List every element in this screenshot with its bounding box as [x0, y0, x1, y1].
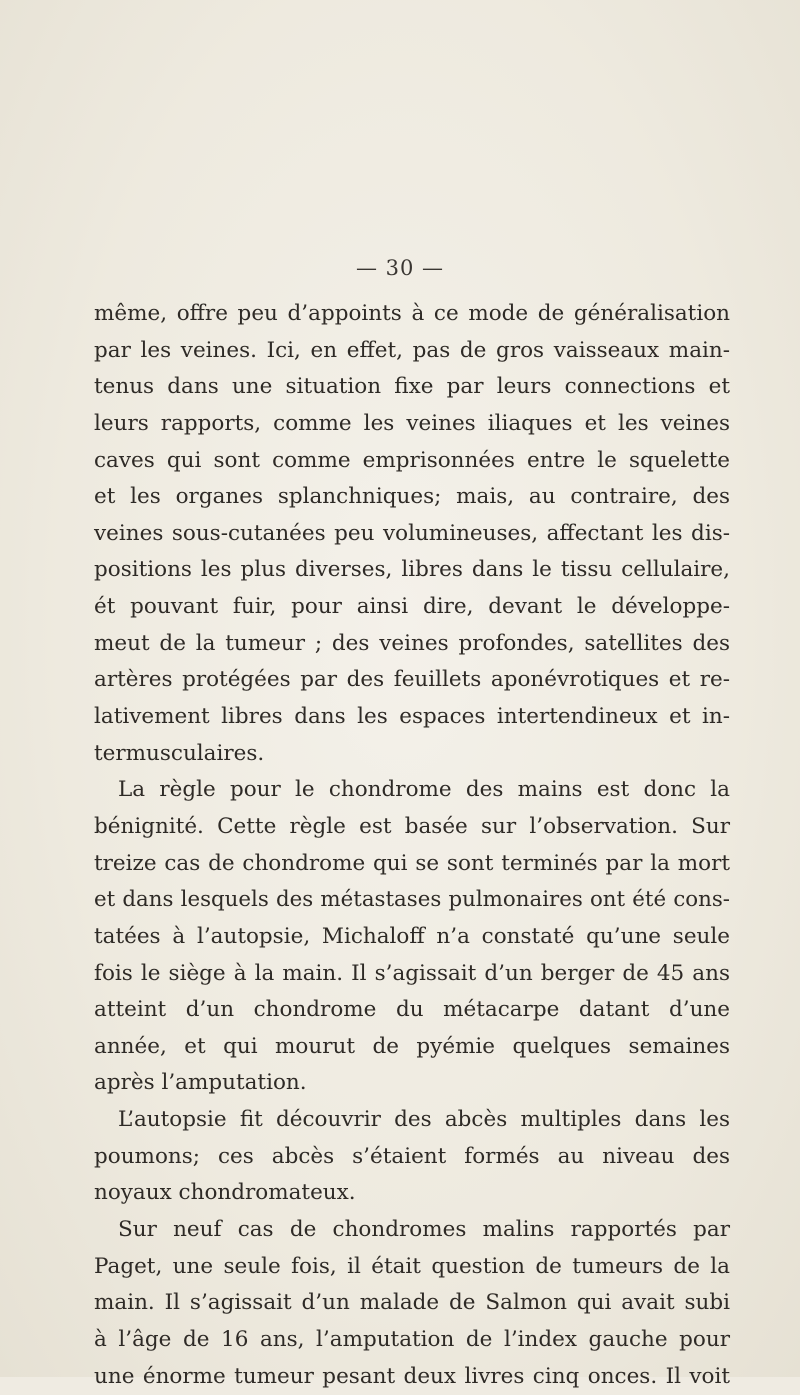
text-line: à l’âge de 16 ans, l’amputation de l’index gauche pour	[94, 1326, 730, 1352]
text-line: et dans lesquels des métastases pulmonaires ont été cons-	[94, 887, 730, 913]
text-line: après l’amputation.	[94, 1070, 307, 1096]
text-line: Paget, une seule fois, il était question de tumeurs de la	[94, 1253, 730, 1279]
text-line: termusculaires.	[94, 740, 265, 766]
text-line: lativement libres dans les espaces intertendineux et in-	[94, 704, 730, 730]
text-line: artères protégées par des feuillets aponévrotiques et re-	[94, 667, 730, 693]
text-line: meut de la tumeur ; des veines profondes, satellites des	[94, 630, 730, 656]
text-line: poumons; ces abcès s’étaient formés au niveau des	[94, 1143, 730, 1169]
text-line: une énorme tumeur pesant deux livres cinq onces. Il voit	[94, 1363, 730, 1389]
text-line: tenus dans une situation fixe par leurs connections et	[94, 374, 730, 400]
text-line: Sur neuf cas de chondromes malins rapportés par	[118, 1217, 730, 1243]
text-line: caves qui sont comme emprisonnées entre le squelette	[94, 447, 730, 473]
text-line: main. Il s’agissait d’un malade de Salmon qui avait subi	[94, 1290, 730, 1316]
page-number: — 30 —	[355, 256, 445, 280]
text-line: ét pouvant fuir, pour ainsi dire, devant le développe-	[94, 594, 730, 620]
text-line: et les organes splanchniques; mais, au contraire, des	[94, 484, 730, 510]
text-line: positions les plus diverses, libres dans le tissu cellulaire,	[94, 557, 730, 583]
text-line: même, offre peu d’appoints à ce mode de généralisation	[94, 301, 730, 326]
text-line: fois le siège à la main. Il s’agissait d’un berger de 45 ans	[94, 960, 730, 986]
text-line: par les veines. Ici, en effet, pas de gros vaisseaux main-	[94, 337, 730, 363]
text-line: tatées à l’autopsie, Michaloff n’a constaté qu’une seule	[94, 923, 730, 949]
body-text	[94, 296, 730, 1395]
text-line: atteint d’un chondrome du métacarpe datant d’une	[94, 997, 730, 1023]
text-line: noyaux chondromateux.	[94, 1180, 356, 1206]
text-line: leurs rapports, comme les veines iliaques et les veines	[94, 410, 730, 436]
text-line: année, et qui mourut de pyémie quelques semaines	[94, 1033, 730, 1059]
text-line: veines sous-cutanées peu volumineuses, affectant les dis-	[94, 520, 730, 546]
text-line: treize cas de chondrome qui se sont terminés par la mort	[94, 850, 730, 876]
text-line: La règle pour le chondrome des mains est donc la	[118, 777, 730, 803]
text-line: bénignité. Cette règle est basée sur l’observation. Sur	[94, 813, 730, 839]
text-line: L’autopsie fit découvrir des abcès multiples dans les	[118, 1107, 730, 1133]
